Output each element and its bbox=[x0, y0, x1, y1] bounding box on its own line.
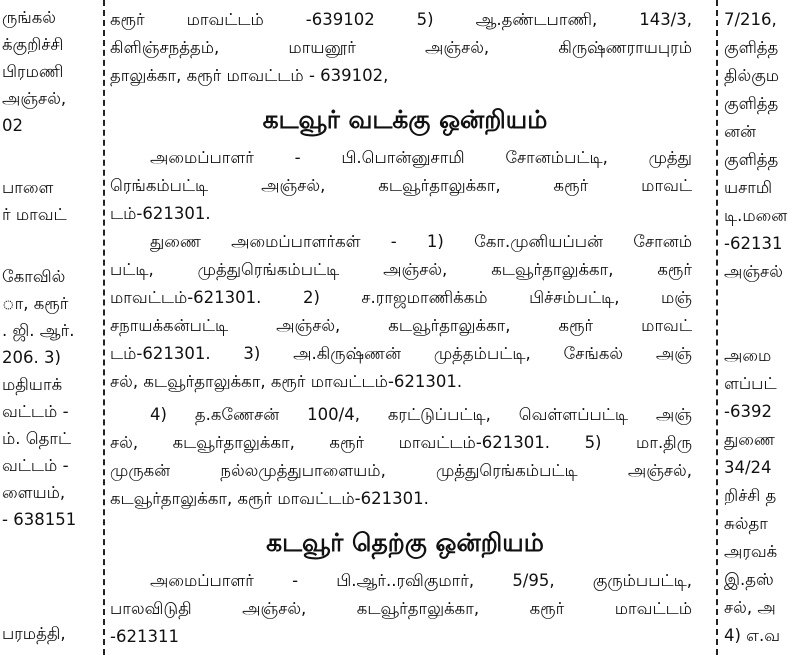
paragraph-line: துணை அமைப்பாளர்கள் - 1) கோ.முனியப்பன் சோனம் bbox=[150, 232, 692, 251]
paragraph-line: சநாயக்கன்பட்டி அஞ்சல், கடவூர்தாலுக்கா, கரூர் மாவட் bbox=[110, 316, 692, 335]
left-line: 206. 3) bbox=[2, 348, 61, 367]
column-divider bbox=[716, 0, 718, 655]
left-line: வட்டம் - bbox=[2, 402, 69, 421]
right-line: 34/24 bbox=[724, 458, 772, 477]
paragraph-line: டம்-621301. 3) அ.கிருஷ்ணன் முத்தம்பட்டி, சேங்கல் அஞ் bbox=[110, 344, 692, 363]
right-column bbox=[722, 0, 800, 655]
right-line: சல், அ bbox=[724, 598, 776, 617]
paragraph-line: பாலவிடுதி அஞ்சல், கடவூர்தாலுக்கா, கரூர் மாவட்டம் bbox=[110, 599, 692, 618]
left-line: 02 bbox=[2, 116, 23, 135]
paragraph-line: மாவட்டம்-621301. 2) ச.ராஜமாணிக்கம் பிச்சம்பட்டி, மஞ் bbox=[110, 288, 692, 307]
paragraph-line: 4) த.கணேசன் 100/4, கரட்டுப்பட்டி, வெள்ளப்பட்டி அஞ் bbox=[150, 405, 692, 424]
right-line: றிச்சி த bbox=[724, 486, 777, 505]
paragraph-line: முருகன் நல்லமுத்துபாளையம், முத்துரெங்கம்பட்டி அஞ்சல், bbox=[110, 461, 692, 480]
right-line: னன் bbox=[724, 122, 757, 141]
section-heading: கடவூர் தெற்கு ஒன்றியம் bbox=[266, 528, 544, 557]
left-line: பரமத்தி, bbox=[2, 624, 66, 643]
right-line: குளித்த bbox=[724, 94, 779, 113]
right-line: 7/216, bbox=[724, 10, 777, 29]
intro-line: தாலுக்கா, கரூர் மாவட்டம் - 639102, bbox=[110, 66, 389, 85]
paragraph-line: பட்டி, முத்துரெங்கம்பட்டி அஞ்சல், கடவூர்தாலுக்கா, கரூர் bbox=[110, 260, 692, 279]
right-line: தில்கும bbox=[724, 66, 780, 85]
paragraph-line: சல், கடவூர்தாலுக்கா, கரூர் மாவட்டம்-621301. bbox=[110, 372, 463, 391]
right-line: அரவக் bbox=[724, 542, 778, 561]
paragraph-line: ரெங்கம்பட்டி அஞ்சல், கடவூர்தாலுக்கா, கரூர் மாவட் bbox=[110, 176, 692, 195]
right-line: ளப்பட் bbox=[724, 374, 777, 393]
left-column bbox=[0, 0, 98, 655]
intro-line: கரூர் மாவட்டம் -639102 5) ஆ.தண்டபாணி, 143/3, bbox=[110, 10, 692, 29]
left-line: க்குறிச்சி bbox=[2, 35, 64, 54]
right-line: அஞ்சல் bbox=[724, 262, 783, 281]
left-line: வட்டம் - bbox=[2, 456, 69, 475]
left-line: ம். தொட் bbox=[2, 429, 72, 448]
left-line: மதியாக் bbox=[2, 375, 63, 394]
paragraph-line: கடவூர்தாலுக்கா, கரூர் மாவட்டம்-621301. bbox=[110, 489, 429, 508]
main-column bbox=[110, 0, 710, 655]
column-divider bbox=[103, 0, 105, 655]
left-line: கோவில் bbox=[2, 267, 66, 286]
right-line: அமை bbox=[724, 346, 772, 365]
right-line: -62131 bbox=[724, 234, 783, 253]
right-line: சுல்தா bbox=[724, 514, 768, 533]
left-line: ளையம், bbox=[2, 483, 66, 502]
right-line: யசாமி bbox=[724, 178, 773, 197]
right-line: இ.தஸ் bbox=[724, 570, 774, 589]
left-line: அஞ்சல், bbox=[2, 89, 67, 108]
left-line: ா, கரூர் bbox=[2, 294, 69, 313]
section-heading: கடவூர் வடக்கு ஒன்றியம் bbox=[262, 105, 548, 134]
right-line: 4) எ.வ bbox=[724, 626, 781, 645]
right-line: -6392 bbox=[724, 402, 772, 421]
paragraph-line: அமைப்பாளர் - பி.ஆர்..ரவிகுமார், 5/95, குரும்பபட்டி, bbox=[150, 571, 692, 590]
right-line: டி.மனை bbox=[724, 206, 788, 225]
right-line: துணை bbox=[724, 430, 775, 449]
paragraph-line: டம்-621301. bbox=[110, 204, 211, 223]
left-line: ருங்கல் bbox=[2, 8, 56, 27]
left-line: ர் மாவட் bbox=[2, 205, 67, 224]
left-line: - 638151 bbox=[2, 510, 77, 529]
left-line: . ஜி. ஆர். bbox=[2, 321, 75, 340]
right-line: குளித்த bbox=[724, 38, 779, 57]
left-line: பாளை bbox=[2, 178, 54, 197]
intro-line: கிளிஞ்சநத்தம், மாயனூர் அஞ்சல், கிருஷ்ணராயபுரம் bbox=[110, 38, 692, 57]
paragraph-line: சல், கடவூர்தாலுக்கா, கரூர் மாவட்டம்-621301. 5) மா.திரு bbox=[110, 433, 692, 452]
left-line: பிரமணி bbox=[2, 62, 64, 81]
paragraph-line: -621311 bbox=[110, 627, 179, 646]
paragraph-line: அமைப்பாளர் - பி.பொன்னுசாமி சோனம்பட்டி, முத்து bbox=[150, 148, 692, 167]
right-line: குளித்த bbox=[724, 150, 779, 169]
